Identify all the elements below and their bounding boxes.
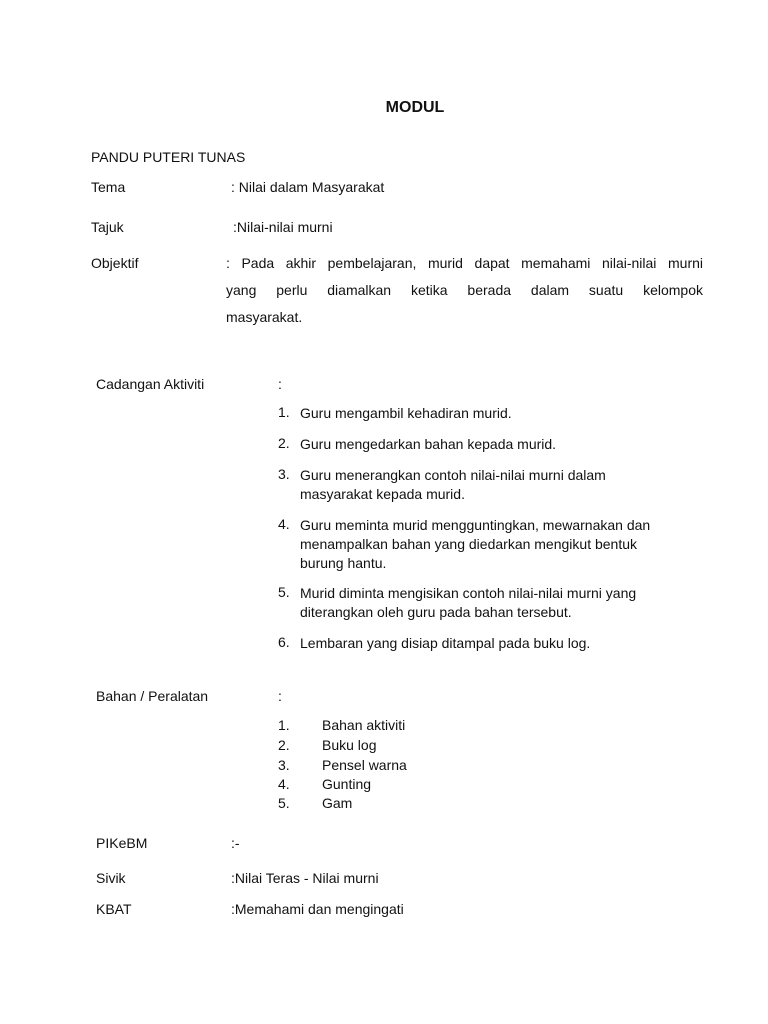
list-item-number: 4. (278, 516, 290, 532)
aktiviti-colon: : (278, 376, 282, 392)
list-item-line: Guru menerangkan contoh nilai-nilai murni dalam (300, 467, 606, 483)
list-item-number: 4. (278, 776, 290, 792)
kbat-label: KBAT (96, 901, 132, 917)
kbat-value: :Memahami dan mengingati (231, 901, 404, 917)
list-item (300, 584, 690, 622)
list-item: Gunting (322, 776, 372, 792)
list-item-line: diterangkan oleh guru pada bahan tersebut. (300, 604, 572, 620)
list-item-line: Guru meminta murid mengguntingkan, mewarnakan dan (300, 517, 651, 533)
list-item-number: 5. (278, 795, 290, 811)
list-item: Gam (322, 795, 353, 811)
list-item: Bahan aktiviti (322, 717, 406, 733)
list-item-number: 3. (278, 466, 290, 482)
pikebm-label: PIKeBM (96, 835, 148, 851)
pikebm-value: :- (231, 835, 240, 851)
tema-value: : Nilai dalam Masyarakat (231, 179, 385, 195)
bahan-label: Bahan / Peralatan (96, 688, 209, 704)
header-text: PANDU PUTERI TUNAS (91, 149, 246, 165)
list-item-number: 1. (278, 404, 290, 420)
tajuk-label: Tajuk (91, 219, 124, 235)
list-item-line: Guru mengambil kehadiran murid. (300, 405, 512, 421)
list-item-line: Murid diminta mengisikan contoh nilai-nilai murni yang (300, 585, 637, 601)
list-item: Pensel warna (322, 757, 407, 773)
aktiviti-label: Cadangan Aktiviti (96, 376, 205, 392)
list-item-number: 2. (278, 737, 290, 753)
objektif-line-3: masyarakat. (226, 309, 303, 325)
objektif-line-2: yang perlu diamalkan ketika berada dalam suatu kelompok (226, 282, 703, 298)
list-item-number: 6. (278, 634, 290, 650)
list-item (300, 634, 690, 653)
list-item-number: 5. (278, 584, 290, 600)
list-item-line: Lembaran yang disiap ditampal pada buku log. (300, 635, 591, 651)
list-item (300, 435, 690, 454)
bahan-colon: : (278, 688, 282, 704)
list-item-number: 1. (278, 717, 290, 733)
list-item: Buku log (322, 737, 377, 753)
sivik-value: :Nilai Teras - Nilai murni (231, 870, 379, 886)
list-item (300, 404, 690, 423)
page-title: MODUL (385, 99, 445, 116)
list-item (300, 466, 690, 504)
sivik-label: Sivik (96, 870, 126, 886)
list-item-number: 3. (278, 757, 290, 773)
list-item-line: menampalkan bahan yang diedarkan mengikut bentuk (300, 536, 638, 552)
list-item-line: masyarakat kepada murid. (300, 486, 465, 502)
list-item (300, 516, 690, 573)
tema-label: Tema (91, 179, 126, 195)
list-item-number: 2. (278, 435, 290, 451)
tajuk-value: :Nilai-nilai murni (233, 219, 333, 235)
list-item-line: Guru mengedarkan bahan kepada murid. (300, 436, 557, 452)
list-item-line: burung hantu. (300, 555, 387, 571)
objektif-label: Objektif (91, 255, 139, 271)
objektif-line-1: : Pada akhir pembelajaran, murid dapat memahami nilai-nilai murni (226, 255, 703, 271)
